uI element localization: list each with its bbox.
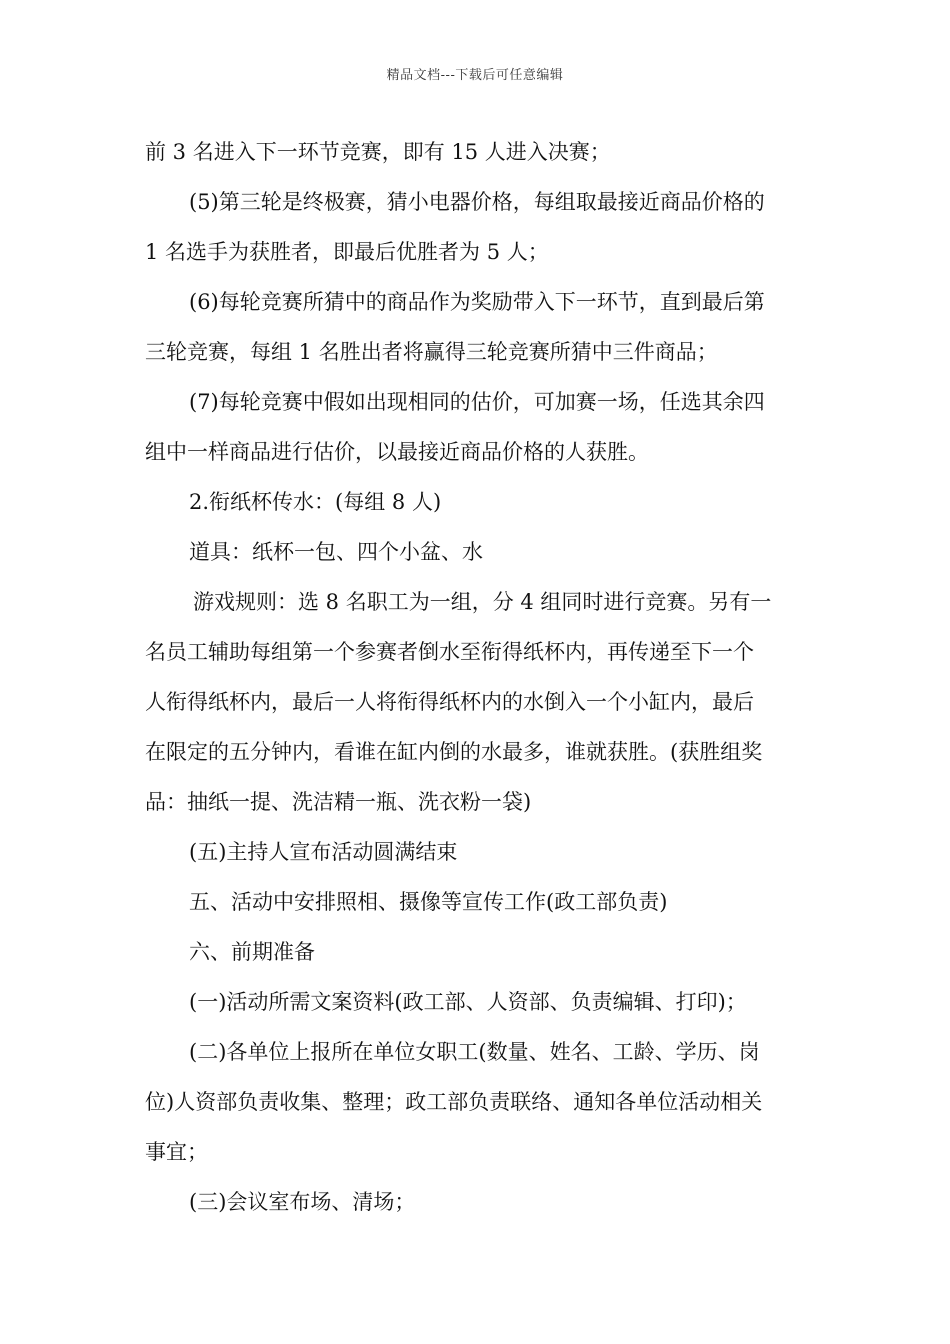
- paragraph-line: 事宜；: [145, 1140, 208, 1164]
- paragraph-line: (五)主持人宣布活动圆满结束: [189, 840, 458, 864]
- paragraph-line: (一)活动所需文案资料(政工部、人资部、负责编辑、打印)；: [189, 990, 747, 1014]
- paragraph-line: 位)人资部负责收集、整理；政工部负责联络、通知各单位活动相关: [145, 1090, 763, 1114]
- paragraph-line: 1 名选手为获胜者，即最后优胜者为 5 人；: [145, 240, 549, 264]
- paragraph-line: 游戏规则：选 8 名职工为一组，分 4 组同时进行竞赛。另有一: [193, 590, 772, 614]
- section-heading: 五、活动中安排照相、摄像等宣传工作(政工部负责): [189, 890, 668, 914]
- paragraph-line: 前 3 名进入下一环节竞赛，即有 15 人进入决赛；: [145, 140, 611, 164]
- paragraph-line: (5)第三轮是终极赛，猜小电器价格，每组取最接近商品价格的: [189, 190, 765, 214]
- paragraph-line: 组中一样商品进行估价，以最接近商品价格的人获胜。: [145, 440, 649, 464]
- paragraph-line: 人衔得纸杯内，最后一人将衔得纸杯内的水倒入一个小缸内，最后: [145, 690, 754, 714]
- paragraph-line: 品：抽纸一提、洗洁精一瓶、洗衣粉一袋): [145, 790, 532, 814]
- paragraph-line: 道具：纸杯一包、四个小盆、水: [189, 540, 483, 564]
- page-header: 精品文档---下载后可任意编辑: [386, 68, 564, 83]
- paragraph-line: 三轮竞赛，每组 1 名胜出者将赢得三轮竞赛所猜中三件商品；: [145, 340, 718, 364]
- paragraph-line: 名员工辅助每组第一个参赛者倒水至衔得纸杯内，再传递至下一个: [145, 640, 754, 664]
- document-body: [145, 130, 811, 1230]
- paragraph-line: (6)每轮竞赛所猜中的商品作为奖励带入下一环节，直到最后第: [189, 290, 765, 314]
- paragraph-line: 在限定的五分钟内，看谁在缸内倒的水最多，谁就获胜。(获胜组奖: [145, 740, 763, 764]
- section-heading: 2.衔纸杯传水：(每组 8 人): [189, 490, 442, 514]
- section-heading: 六、前期准备: [189, 940, 315, 964]
- paragraph-line: (7)每轮竞赛中假如出现相同的估价，可加赛一场，任选其余四: [189, 390, 765, 414]
- paragraph-line: (二)各单位上报所在单位女职工(数量、姓名、工龄、学历、岗: [189, 1040, 760, 1064]
- paragraph-line: (三)会议室布场、清场；: [189, 1190, 416, 1214]
